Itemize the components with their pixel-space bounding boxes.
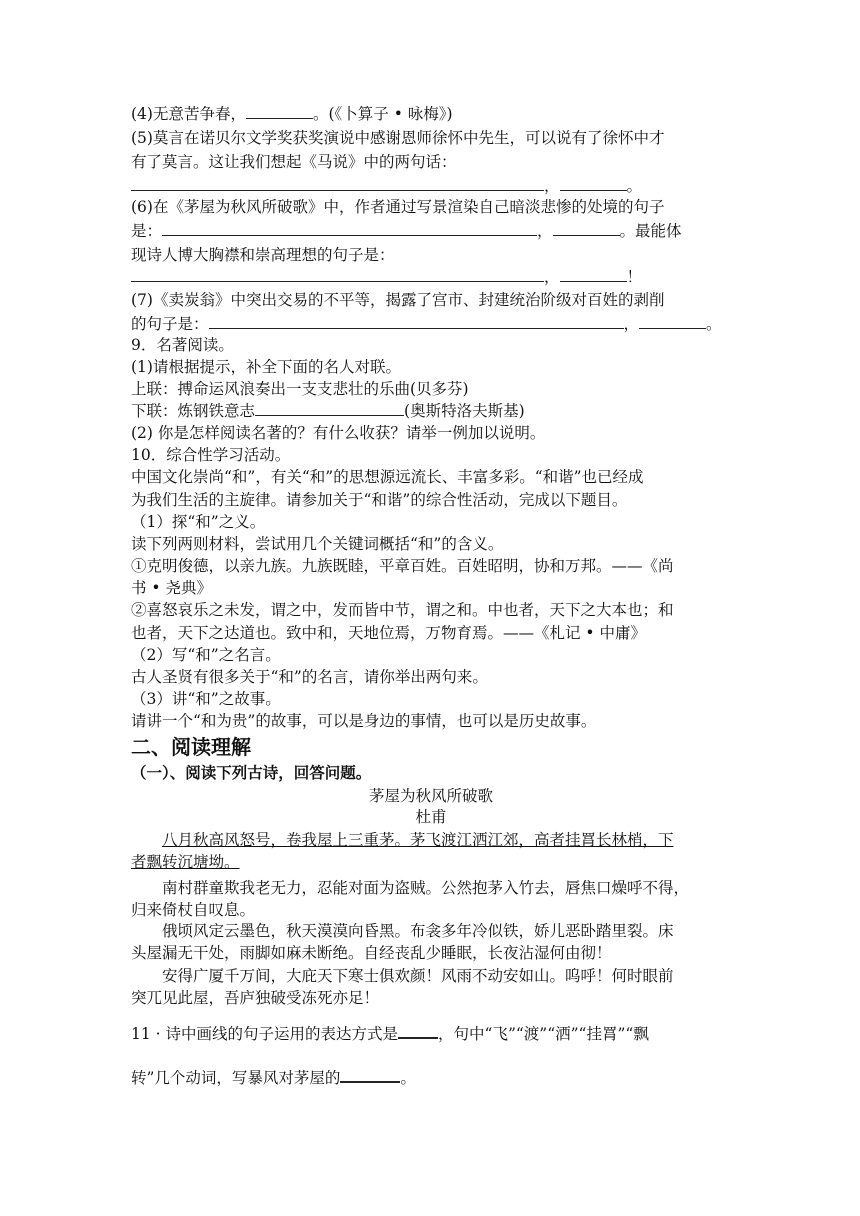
- fill-in-line-6: [131, 220, 731, 242]
- line-text: 。: [706, 315, 722, 333]
- subsection-heading: （一）、阅读下列古诗，回答问题。: [131, 763, 372, 782]
- material-line: ①克明俊德，以亲九族。九族既睦，平章百姓。百姓昭明，协和万邦。——《尚: [131, 557, 674, 575]
- line-text: 。(《卜算子 • 咏梅》): [312, 105, 453, 123]
- line-text: 转”几个动词，写暴风对茅屋的: [131, 1069, 341, 1087]
- couplet-upper: 上联：搏命运风浪奏出一支支悲壮的乐曲(贝多芬): [131, 380, 469, 398]
- answer-blank[interactable]: [639, 313, 706, 329]
- answer-blank[interactable]: [131, 266, 544, 282]
- poem-line: 归来倚杖自叹息。: [131, 901, 256, 919]
- question-line: （2）写“和”之名言。: [131, 646, 281, 664]
- question-line: (6)在《茅屋为秋风所破歌》中，作者通过写景渲染自己暗淡悲惨的处境的句子: [131, 198, 665, 216]
- line-text: 的句子是：: [131, 315, 209, 333]
- line-text: ，: [623, 315, 640, 333]
- poem-line: 头屋漏无干处，雨脚如麻未断绝。自经丧乱少睡眠，长夜沾湿何由彻！: [131, 944, 612, 962]
- question-line: 中国文化崇尚“和”，有关“和”的思想源远流长、丰富多彩。“和谐”也已经成: [131, 468, 644, 486]
- poem-line: 南村群童欺我老无力，忍能对面为盗贼。公然抱茅入竹去，唇焦口燥呼不得，: [162, 879, 690, 897]
- line-text: 。: [626, 177, 643, 195]
- poem-underlined-line: 者飘转沉塘坳。: [131, 853, 240, 871]
- poem-line: 俄顷风定云墨色，秋天漠漠向昏黑。布衾多年冷似铁，娇儿恶卧踏里裂。床: [162, 922, 674, 940]
- question-heading: 9．名著阅读。: [131, 336, 234, 354]
- answer-blank[interactable]: [246, 103, 313, 119]
- line-text: ！: [626, 268, 643, 286]
- fill-in-line-5: [131, 175, 731, 197]
- question-line: 现诗人博大胸襟和崇高理想的句子是：: [131, 246, 395, 264]
- question-line: (2) 你是怎样阅读名著的？有什么收获？请举一例加以说明。: [131, 424, 546, 442]
- material-line: 也者，天下之达道也。致中和，天地位焉，万物育焉。——《札记 • 中庸》: [131, 624, 646, 642]
- question-11-line-2: [131, 1066, 731, 1089]
- answer-blank[interactable]: [340, 1066, 400, 1083]
- question-line: 请讲一个“和为贵”的故事，可以是身边的事情，也可以是历史故事。: [131, 712, 597, 730]
- question-heading: 10．综合性学习活动。: [131, 446, 291, 464]
- question-line: 有了莫言。这让我们想起《马说》中的两句话：: [131, 153, 457, 171]
- line-text: (奥斯特洛夫斯基): [404, 402, 525, 420]
- line-text: ，: [537, 222, 553, 240]
- material-line: 书 • 尧典》: [131, 579, 212, 597]
- line-text: 。最能体: [619, 222, 682, 240]
- fill-in-line-4: [131, 103, 731, 125]
- answer-blank[interactable]: [553, 220, 620, 236]
- question-line: （1）探“和”之义。: [131, 513, 266, 531]
- line-text: (4)无意苦争春，: [131, 105, 246, 123]
- couplet-lower: [131, 400, 731, 422]
- question-line: (5)莫言在诺贝尔文学奖获奖演说中感谢恩师徐怀中先生，可以说有了徐怀中才: [131, 129, 665, 147]
- line-text: 是：: [131, 222, 163, 240]
- answer-blank[interactable]: [560, 175, 627, 191]
- line-text: 下联：炼钢铁意志: [131, 402, 256, 420]
- line-text: ，: [544, 268, 560, 286]
- question-line: (1)请根据提示，补全下面的名人对联。: [131, 358, 401, 376]
- fill-in-line-6b: [131, 266, 731, 288]
- question-line: (7)《卖炭翁》中突出交易的不平等，揭露了宫市、封建统治阶级对百姓的剥削: [131, 291, 665, 309]
- question-line: 读下列两则材料，尝试用几个关键词概括“和”的含义。: [131, 535, 504, 553]
- section-heading: 二、阅读理解: [131, 735, 251, 759]
- question-line: 为我们生活的主旋律。请参加关于“和谐”的综合性活动，完成以下题目。: [131, 491, 628, 509]
- line-text: 11 · 诗中画线的句子运用的表达方式是: [131, 1025, 399, 1043]
- line-text: 。: [400, 1069, 416, 1087]
- fill-in-line-7: [131, 313, 731, 335]
- answer-blank[interactable]: [255, 400, 404, 416]
- answer-blank[interactable]: [162, 220, 537, 236]
- poem-line: 安得广厦千万间，大庇天下寒士俱欢颜！风雨不动安如山。呜呼！何时眼前: [162, 967, 674, 985]
- question-11-line-1: [131, 1022, 731, 1045]
- line-text: ，: [544, 177, 560, 195]
- poem-underlined-line: 八月秋高风怒号，卷我屋上三重茅。茅飞渡江洒江郊，高者挂罥长林梢，下: [162, 831, 674, 849]
- poem-line: 突兀见此屋，吾庐独破受冻死亦足！: [131, 989, 380, 1007]
- answer-blank[interactable]: [560, 266, 627, 282]
- line-text: ，句中“飞”“渡”“洒”“挂罥”“飘: [438, 1025, 649, 1043]
- answer-blank[interactable]: [398, 1022, 438, 1039]
- poem-author: 杜甫: [415, 808, 447, 826]
- question-line: （3）讲“和”之故事。: [131, 690, 281, 708]
- material-line: ②喜怒哀乐之未发，谓之中，发而皆中节，谓之和。中也者，天下之大本也；和: [131, 601, 674, 619]
- answer-blank[interactable]: [209, 313, 624, 329]
- question-line: 古人圣贤有很多关于“和”的名言，请你举出两句来。: [131, 668, 488, 686]
- answer-blank[interactable]: [131, 175, 544, 191]
- poem-title: 茅屋为秋风所破歌: [368, 787, 493, 805]
